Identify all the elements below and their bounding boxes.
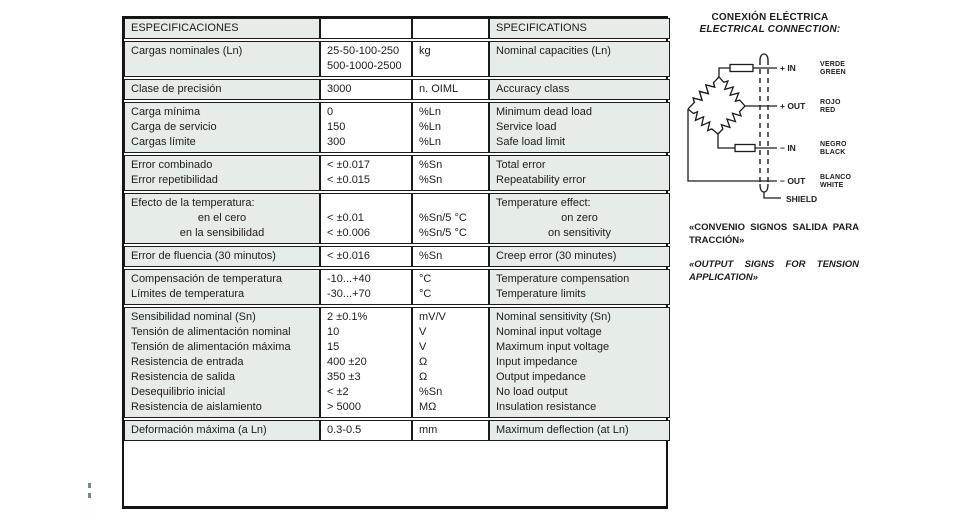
header-es: ESPECIFICACIONES — [124, 18, 320, 39]
header-unit-empty — [412, 18, 489, 39]
cell-es: Carga mínima Carga de servicio Cargas límite — [124, 102, 320, 153]
table-row — [124, 41, 670, 77]
cell-value: < ±0.016 — [320, 246, 412, 267]
header-value-empty — [320, 18, 412, 39]
terminal-neg-out: − OUT — [780, 176, 806, 186]
header-en: SPECIFICATIONS — [489, 18, 670, 39]
cell-es: Compensación de temperatura Límites de temperatura — [124, 269, 320, 305]
cell-unit: kg — [412, 41, 489, 77]
cell-es: Efecto de la temperatura: en el cero en la sensibilidad — [124, 193, 320, 244]
cell-en: Nominal capacities (Ln) — [489, 41, 670, 77]
cell-en: Accuracy class — [489, 79, 670, 100]
cell-unit: mm — [412, 420, 489, 441]
diagram-title-es: CONEXIÓN ELÉCTRICA — [711, 12, 829, 23]
wire-color-en-black: BLACK — [820, 149, 846, 156]
table-row — [124, 79, 670, 100]
cell-unit: %Sn %Sn — [412, 155, 489, 191]
wheatstone-bridge-diagram — [685, 48, 860, 213]
compensation-resistor-bottom — [735, 145, 755, 152]
cell-en: Maximum deflection (at Ln) — [489, 420, 670, 441]
terminal-pos-in: + IN — [780, 63, 796, 73]
spec-table — [124, 16, 670, 443]
cell-value: < ±0.01 < ±0.006 — [320, 193, 412, 244]
cell-value: 0 150 300 — [320, 102, 412, 153]
table-row — [124, 246, 670, 267]
note-en: «OUTPUT SIGNS FOR TENSION APPLICATION» — [689, 259, 859, 283]
wire-color-en-white: WHITE — [820, 182, 844, 189]
shield-wire — [760, 184, 781, 198]
table-header-row — [124, 18, 670, 39]
cell-es: Error de fluencia (30 minutos) — [124, 246, 320, 267]
cable-sheath-top — [760, 54, 768, 60]
cell-unit: n. OIML — [412, 79, 489, 100]
cell-en: Nominal sensitivity (Sn) Nominal input voltage Maximum input voltage Input impedance Output impedance No load output Insulation resistance — [489, 307, 670, 418]
cell-unit: °C °C — [412, 269, 489, 305]
cell-es: Sensibilidad nominal (Sn) Tensión de alimentación nominal Tensión de alimentación máxima Resistencia de entrada Resistencia de salida Desequilibrio inicial Resistencia de aislamiento — [124, 307, 320, 418]
cell-unit: %Sn — [412, 246, 489, 267]
cell-unit: %Sn/5 °C %Sn/5 °C — [412, 193, 489, 244]
cell-es: Clase de precisión — [124, 79, 320, 100]
cell-value: 3000 — [320, 79, 412, 100]
cell-unit: mV/V V V Ω Ω %Sn MΩ — [412, 307, 489, 418]
cell-en: Creep error (30 minutes) — [489, 246, 670, 267]
wire-color-es-red: ROJO — [820, 99, 841, 106]
diagram-title-en: ELECTRICAL CONNECTION: — [699, 24, 841, 35]
cell-value: < ±0.017 < ±0.015 — [320, 155, 412, 191]
cell-en: Temperature compensation Temperature limits — [489, 269, 670, 305]
cell-en: Temperature effect: on zero on sensitivity — [489, 193, 670, 244]
diagram-title — [685, 12, 855, 36]
cell-es: Deformación máxima (a Ln) — [124, 420, 320, 441]
compensation-resistor-top — [730, 65, 753, 72]
table-row — [124, 102, 670, 153]
cell-value: 2 ±0.1% 10 15 400 ±20 350 ±3 < ±2 > 5000 — [320, 307, 412, 418]
cell-es: Cargas nominales (Ln) — [124, 41, 320, 77]
output-sign-notes — [689, 222, 859, 284]
terminal-pos-out: + OUT — [780, 101, 806, 111]
table-row — [124, 269, 670, 305]
cell-en: Minimum dead load Service load Safe load limit — [489, 102, 670, 153]
strain-gauge-bridge — [685, 74, 748, 137]
cell-value: -10...+40 -30...+70 — [320, 269, 412, 305]
cell-value: 0.3-0.5 — [320, 420, 412, 441]
wire-color-es-white: BLANCO — [820, 174, 852, 181]
wire-color-en-green: GREEN — [820, 69, 846, 76]
wire-color-es-black: NEGRO — [820, 141, 847, 148]
table-row — [124, 193, 670, 244]
spec-table-box — [122, 16, 668, 509]
wire-neg-out — [688, 109, 777, 181]
cell-en: Total error Repeatability error — [489, 155, 670, 191]
scan-edge-mark — [88, 483, 91, 488]
cell-es: Error combinado Error repetibilidad — [124, 155, 320, 191]
scan-edge-mark — [88, 493, 91, 498]
wire-color-en-red: RED — [820, 107, 836, 114]
table-row — [124, 307, 670, 418]
table-row — [124, 420, 670, 441]
cell-unit: %Ln %Ln %Ln — [412, 102, 489, 153]
shield-label: SHIELD — [786, 194, 818, 204]
wire-color-es-green: VERDE — [820, 61, 846, 68]
note-es: «CONVENIO SIGNOS SALIDA PARA TRACCIÓN» — [689, 222, 859, 246]
cell-value: 25-50-100-250 500-1000-2500 — [320, 41, 412, 77]
table-row — [124, 155, 670, 191]
terminal-neg-in: − IN — [780, 143, 796, 153]
